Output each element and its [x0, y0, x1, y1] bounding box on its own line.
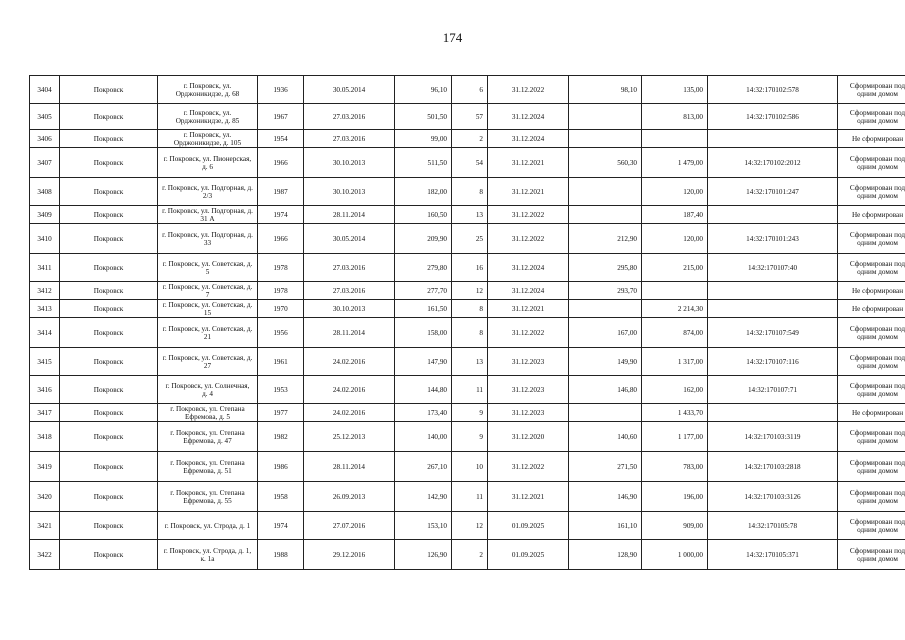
- value2-cell: [642, 282, 708, 300]
- locality-cell: Покровск: [60, 512, 158, 540]
- address-cell: г. Покровск, ул. Подгорная, д. 2/3: [158, 178, 258, 206]
- address-cell: г. Покровск, ул. Степана Ефремова, д. 51: [158, 452, 258, 482]
- year-cell: 1958: [258, 482, 304, 512]
- area-cell: 501,50: [395, 104, 452, 130]
- table-row: [30, 224, 905, 254]
- table-row: [30, 512, 905, 540]
- address-cell: г. Покровск, ул. Орджоникидзе, д. 68: [158, 76, 258, 104]
- area-cell: 267,10: [395, 452, 452, 482]
- date-cell: 30.10.2013: [304, 148, 395, 178]
- value1-cell: 293,70: [569, 282, 642, 300]
- value2-cell: 120,00: [642, 178, 708, 206]
- locality-cell: Покровск: [60, 130, 158, 148]
- count-cell: 16: [452, 254, 488, 282]
- value1-cell: 167,00: [569, 318, 642, 348]
- year-cell: 1986: [258, 452, 304, 482]
- cadastral-number-cell: [708, 282, 838, 300]
- value2-cell: 1 433,70: [642, 404, 708, 422]
- housing-registry-table: [29, 75, 905, 570]
- date-cell: 26.09.2013: [304, 482, 395, 512]
- count-cell: 11: [452, 482, 488, 512]
- row-id-cell: 3405: [30, 104, 60, 130]
- address-cell: г. Покровск, ул. Степана Ефремова, д. 55: [158, 482, 258, 512]
- deadline-cell: 31.12.2022: [488, 206, 569, 224]
- cadastral-number-cell: 14:32:170102:578: [708, 76, 838, 104]
- area-cell: 160,50: [395, 206, 452, 224]
- area-cell: 158,00: [395, 318, 452, 348]
- locality-cell: Покровск: [60, 404, 158, 422]
- address-cell: г. Покровск, ул. Орджоникидзе, д. 85: [158, 104, 258, 130]
- year-cell: 1967: [258, 104, 304, 130]
- value1-cell: [569, 404, 642, 422]
- cadastral-number-cell: 14:32:170101:243: [708, 224, 838, 254]
- table-row: [30, 282, 905, 300]
- table-row: [30, 422, 905, 452]
- deadline-cell: 31.12.2022: [488, 318, 569, 348]
- cadastral-number-cell: 14:32:170107:116: [708, 348, 838, 376]
- date-cell: 27.03.2016: [304, 130, 395, 148]
- status-cell: Сформирован под одним домом: [838, 148, 905, 178]
- status-cell: Сформирован под одним домом: [838, 104, 905, 130]
- year-cell: 1974: [258, 512, 304, 540]
- value2-cell: 120,00: [642, 224, 708, 254]
- deadline-cell: 31.12.2024: [488, 130, 569, 148]
- locality-cell: Покровск: [60, 224, 158, 254]
- row-id-cell: 3421: [30, 512, 60, 540]
- table-row: [30, 300, 905, 318]
- address-cell: г. Покровск, ул. Строда, д. 1, к. 1а: [158, 540, 258, 570]
- value1-cell: [569, 300, 642, 318]
- row-id-cell: 3417: [30, 404, 60, 422]
- deadline-cell: 31.12.2022: [488, 76, 569, 104]
- status-cell: Сформирован под одним домом: [838, 422, 905, 452]
- status-cell: Сформирован под одним домом: [838, 76, 905, 104]
- value1-cell: [569, 104, 642, 130]
- row-id-cell: 3404: [30, 76, 60, 104]
- area-cell: 182,00: [395, 178, 452, 206]
- address-cell: г. Покровск, ул. Орджоникидзе, д. 105: [158, 130, 258, 148]
- table-row: [30, 254, 905, 282]
- area-cell: 96,10: [395, 76, 452, 104]
- value2-cell: 1 000,00: [642, 540, 708, 570]
- row-id-cell: 3422: [30, 540, 60, 570]
- date-cell: 30.05.2014: [304, 76, 395, 104]
- date-cell: 29.12.2016: [304, 540, 395, 570]
- deadline-cell: 01.09.2025: [488, 512, 569, 540]
- deadline-cell: 31.12.2023: [488, 376, 569, 404]
- area-cell: 142,90: [395, 482, 452, 512]
- cadastral-number-cell: [708, 130, 838, 148]
- row-id-cell: 3408: [30, 178, 60, 206]
- date-cell: 27.03.2016: [304, 104, 395, 130]
- date-cell: 24.02.2016: [304, 348, 395, 376]
- value1-cell: 146,80: [569, 376, 642, 404]
- date-cell: 30.10.2013: [304, 178, 395, 206]
- table-row: [30, 178, 905, 206]
- value2-cell: 196,00: [642, 482, 708, 512]
- area-cell: 147,90: [395, 348, 452, 376]
- cadastral-number-cell: 14:32:170107:71: [708, 376, 838, 404]
- value2-cell: 874,00: [642, 318, 708, 348]
- address-cell: г. Покровск, ул. Советская, д. 7: [158, 282, 258, 300]
- date-cell: 28.11.2014: [304, 452, 395, 482]
- value2-cell: 135,00: [642, 76, 708, 104]
- date-cell: 30.05.2014: [304, 224, 395, 254]
- row-id-cell: 3418: [30, 422, 60, 452]
- value1-cell: 212,90: [569, 224, 642, 254]
- value2-cell: [642, 130, 708, 148]
- locality-cell: Покровск: [60, 422, 158, 452]
- value2-cell: 2 214,30: [642, 300, 708, 318]
- deadline-cell: 31.12.2021: [488, 178, 569, 206]
- table-row: [30, 482, 905, 512]
- table-row: [30, 130, 905, 148]
- status-cell: Сформирован под одним домом: [838, 540, 905, 570]
- count-cell: 25: [452, 224, 488, 254]
- count-cell: 2: [452, 540, 488, 570]
- deadline-cell: 31.12.2023: [488, 348, 569, 376]
- locality-cell: Покровск: [60, 178, 158, 206]
- value2-cell: 813,00: [642, 104, 708, 130]
- year-cell: 1956: [258, 318, 304, 348]
- locality-cell: Покровск: [60, 76, 158, 104]
- status-cell: Не сформирован: [838, 300, 905, 318]
- address-cell: г. Покровск, ул. Советская, д. 27: [158, 348, 258, 376]
- year-cell: 1970: [258, 300, 304, 318]
- row-id-cell: 3414: [30, 318, 60, 348]
- count-cell: 13: [452, 206, 488, 224]
- row-id-cell: 3410: [30, 224, 60, 254]
- date-cell: 28.11.2014: [304, 206, 395, 224]
- count-cell: 12: [452, 512, 488, 540]
- cadastral-number-cell: 14:32:170103:3119: [708, 422, 838, 452]
- row-id-cell: 3419: [30, 452, 60, 482]
- count-cell: 57: [452, 104, 488, 130]
- value1-cell: 98,10: [569, 76, 642, 104]
- value2-cell: 1 317,00: [642, 348, 708, 376]
- locality-cell: Покровск: [60, 254, 158, 282]
- date-cell: 25.12.2013: [304, 422, 395, 452]
- year-cell: 1974: [258, 206, 304, 224]
- locality-cell: Покровск: [60, 348, 158, 376]
- cadastral-number-cell: [708, 404, 838, 422]
- area-cell: 277,70: [395, 282, 452, 300]
- deadline-cell: 31.12.2022: [488, 452, 569, 482]
- locality-cell: Покровск: [60, 452, 158, 482]
- deadline-cell: 01.09.2025: [488, 540, 569, 570]
- table-row: [30, 318, 905, 348]
- value1-cell: [569, 206, 642, 224]
- table-row: [30, 404, 905, 422]
- deadline-cell: 31.12.2023: [488, 404, 569, 422]
- value2-cell: 215,00: [642, 254, 708, 282]
- value2-cell: 1 479,00: [642, 148, 708, 178]
- status-cell: Сформирован под одним домом: [838, 512, 905, 540]
- deadline-cell: 31.12.2024: [488, 104, 569, 130]
- value1-cell: 295,80: [569, 254, 642, 282]
- address-cell: г. Покровск, ул. Степана Ефремова, д. 5: [158, 404, 258, 422]
- date-cell: 24.02.2016: [304, 404, 395, 422]
- locality-cell: Покровск: [60, 376, 158, 404]
- value1-cell: 149,90: [569, 348, 642, 376]
- locality-cell: Покровск: [60, 300, 158, 318]
- cadastral-number-cell: 14:32:170105:371: [708, 540, 838, 570]
- count-cell: 8: [452, 318, 488, 348]
- address-cell: г. Покровск, ул. Подгорная, д. 33: [158, 224, 258, 254]
- row-id-cell: 3406: [30, 130, 60, 148]
- date-cell: 27.07.2016: [304, 512, 395, 540]
- cadastral-number-cell: 14:32:170107:40: [708, 254, 838, 282]
- count-cell: 10: [452, 452, 488, 482]
- table-row: [30, 206, 905, 224]
- cadastral-number-cell: 14:32:170107:549: [708, 318, 838, 348]
- cadastral-number-cell: 14:32:170102:586: [708, 104, 838, 130]
- table-row: [30, 376, 905, 404]
- table-row: [30, 148, 905, 178]
- count-cell: 6: [452, 76, 488, 104]
- address-cell: г. Покровск, ул. Советская, д. 21: [158, 318, 258, 348]
- locality-cell: Покровск: [60, 540, 158, 570]
- row-id-cell: 3416: [30, 376, 60, 404]
- count-cell: 8: [452, 300, 488, 318]
- deadline-cell: 31.12.2024: [488, 282, 569, 300]
- locality-cell: Покровск: [60, 282, 158, 300]
- area-cell: 209,90: [395, 224, 452, 254]
- date-cell: 27.03.2016: [304, 254, 395, 282]
- count-cell: 9: [452, 422, 488, 452]
- row-id-cell: 3413: [30, 300, 60, 318]
- year-cell: 1966: [258, 224, 304, 254]
- status-cell: Не сформирован: [838, 404, 905, 422]
- year-cell: 1978: [258, 282, 304, 300]
- year-cell: 1953: [258, 376, 304, 404]
- page-number: 174: [442, 30, 463, 45]
- locality-cell: Покровск: [60, 104, 158, 130]
- value1-cell: 161,10: [569, 512, 642, 540]
- value2-cell: 1 177,00: [642, 422, 708, 452]
- locality-cell: Покровск: [60, 482, 158, 512]
- area-cell: 173,40: [395, 404, 452, 422]
- area-cell: 126,90: [395, 540, 452, 570]
- row-id-cell: 3412: [30, 282, 60, 300]
- cadastral-number-cell: 14:32:170101:247: [708, 178, 838, 206]
- deadline-cell: 31.12.2021: [488, 482, 569, 512]
- address-cell: г. Покровск, ул. Солнечная, д. 4: [158, 376, 258, 404]
- deadline-cell: 31.12.2021: [488, 300, 569, 318]
- row-id-cell: 3420: [30, 482, 60, 512]
- status-cell: Сформирован под одним домом: [838, 178, 905, 206]
- cadastral-number-cell: 14:32:170103:2818: [708, 452, 838, 482]
- date-cell: 24.02.2016: [304, 376, 395, 404]
- deadline-cell: 31.12.2022: [488, 224, 569, 254]
- locality-cell: Покровск: [60, 148, 158, 178]
- status-cell: Сформирован под одним домом: [838, 254, 905, 282]
- address-cell: г. Покровск, ул. Советская, д. 5: [158, 254, 258, 282]
- count-cell: 9: [452, 404, 488, 422]
- address-cell: г. Покровск, ул. Степана Ефремова, д. 47: [158, 422, 258, 452]
- deadline-cell: 31.12.2020: [488, 422, 569, 452]
- row-id-cell: 3409: [30, 206, 60, 224]
- status-cell: Сформирован под одним домом: [838, 318, 905, 348]
- cadastral-number-cell: 14:32:170105:78: [708, 512, 838, 540]
- row-id-cell: 3415: [30, 348, 60, 376]
- year-cell: 1987: [258, 178, 304, 206]
- status-cell: Не сформирован: [838, 206, 905, 224]
- value2-cell: 162,00: [642, 376, 708, 404]
- row-id-cell: 3411: [30, 254, 60, 282]
- count-cell: 2: [452, 130, 488, 148]
- year-cell: 1936: [258, 76, 304, 104]
- cadastral-number-cell: 14:32:170102:2012: [708, 148, 838, 178]
- area-cell: 279,80: [395, 254, 452, 282]
- count-cell: 12: [452, 282, 488, 300]
- cadastral-number-cell: [708, 300, 838, 318]
- value1-cell: [569, 130, 642, 148]
- year-cell: 1988: [258, 540, 304, 570]
- status-cell: Сформирован под одним домом: [838, 376, 905, 404]
- year-cell: 1954: [258, 130, 304, 148]
- cadastral-number-cell: 14:32:170103:3126: [708, 482, 838, 512]
- locality-cell: Покровск: [60, 206, 158, 224]
- value1-cell: 128,90: [569, 540, 642, 570]
- count-cell: 11: [452, 376, 488, 404]
- year-cell: 1977: [258, 404, 304, 422]
- value2-cell: 187,40: [642, 206, 708, 224]
- area-cell: 511,50: [395, 148, 452, 178]
- value1-cell: [569, 178, 642, 206]
- status-cell: Не сформирован: [838, 282, 905, 300]
- value1-cell: 271,50: [569, 452, 642, 482]
- date-cell: 30.10.2013: [304, 300, 395, 318]
- area-cell: 99,00: [395, 130, 452, 148]
- address-cell: г. Покровск, ул. Подгорная, д. 31 А: [158, 206, 258, 224]
- status-cell: Не сформирован: [838, 130, 905, 148]
- area-cell: 140,00: [395, 422, 452, 452]
- table-row: [30, 540, 905, 570]
- year-cell: 1961: [258, 348, 304, 376]
- value2-cell: 783,00: [642, 452, 708, 482]
- year-cell: 1982: [258, 422, 304, 452]
- area-cell: 161,50: [395, 300, 452, 318]
- row-id-cell: 3407: [30, 148, 60, 178]
- table-row: [30, 452, 905, 482]
- cadastral-number-cell: [708, 206, 838, 224]
- value2-cell: 909,00: [642, 512, 708, 540]
- year-cell: 1978: [258, 254, 304, 282]
- locality-cell: Покровск: [60, 318, 158, 348]
- value1-cell: 560,30: [569, 148, 642, 178]
- table-row: [30, 348, 905, 376]
- status-cell: Сформирован под одним домом: [838, 482, 905, 512]
- value1-cell: 140,60: [569, 422, 642, 452]
- address-cell: г. Покровск, ул. Пионерская, д. 6: [158, 148, 258, 178]
- address-cell: г. Покровск, ул. Советская, д. 15: [158, 300, 258, 318]
- table-row: [30, 76, 905, 104]
- count-cell: 8: [452, 178, 488, 206]
- value1-cell: 146,90: [569, 482, 642, 512]
- count-cell: 13: [452, 348, 488, 376]
- deadline-cell: 31.12.2021: [488, 148, 569, 178]
- deadline-cell: 31.12.2024: [488, 254, 569, 282]
- status-cell: Сформирован под одним домом: [838, 452, 905, 482]
- year-cell: 1966: [258, 148, 304, 178]
- date-cell: 28.11.2014: [304, 318, 395, 348]
- address-cell: г. Покровск, ул. Строда, д. 1: [158, 512, 258, 540]
- status-cell: Сформирован под одним домом: [838, 348, 905, 376]
- area-cell: 144,80: [395, 376, 452, 404]
- table-row: [30, 104, 905, 130]
- count-cell: 54: [452, 148, 488, 178]
- area-cell: 153,10: [395, 512, 452, 540]
- status-cell: Сформирован под одним домом: [838, 224, 905, 254]
- date-cell: 27.03.2016: [304, 282, 395, 300]
